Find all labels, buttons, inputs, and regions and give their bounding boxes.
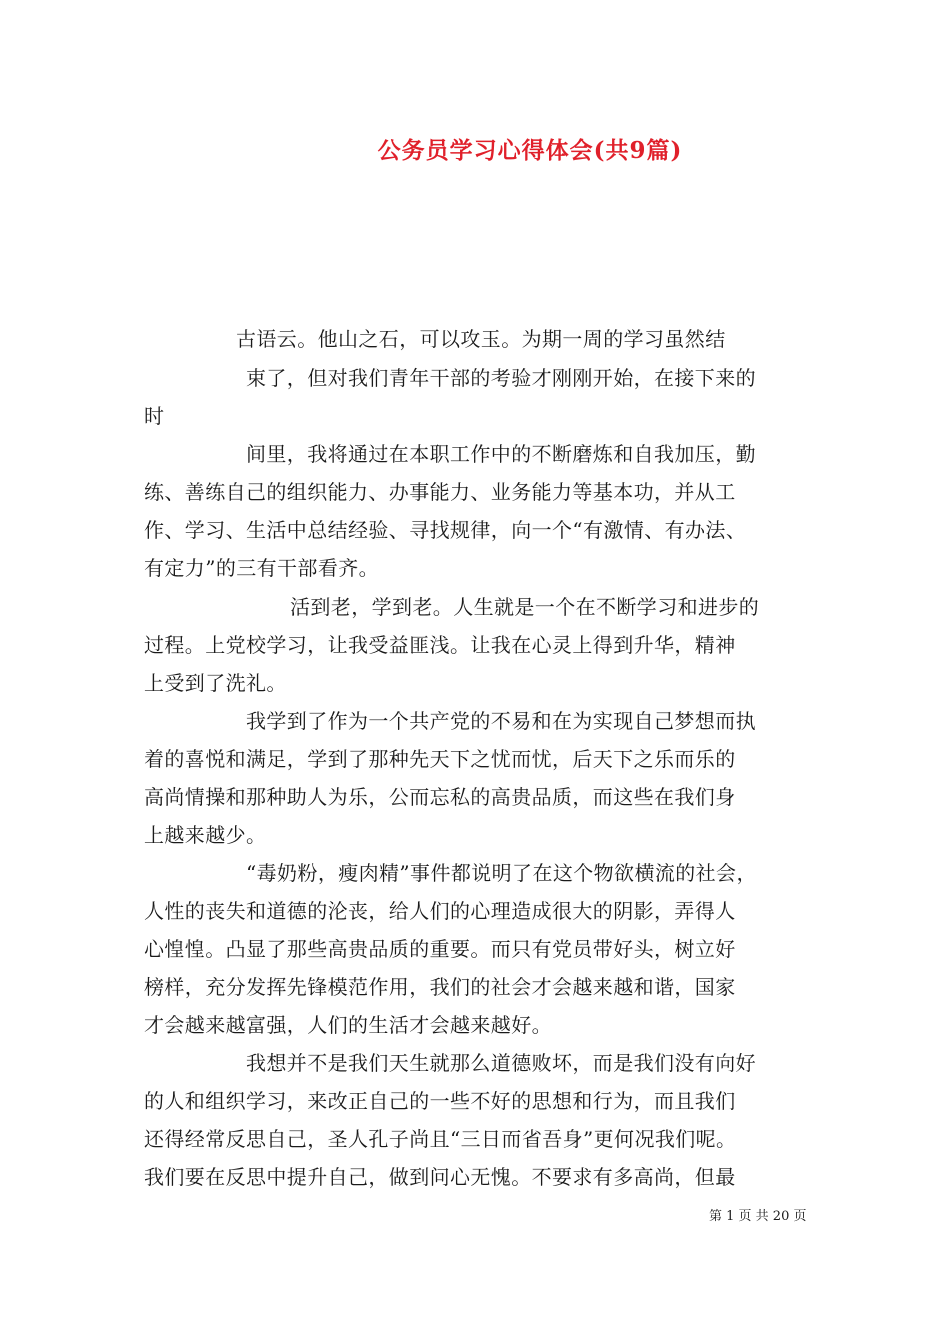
paragraph-line: 高尚情操和那种助人为乐，公而忘私的高贵品质，而这些在我们身 bbox=[144, 785, 736, 809]
paragraph-line: 我们要在反思中提升自己，做到问心无愧。不要求有多高尚，但最 bbox=[144, 1165, 736, 1189]
paragraph-line: 上受到了洗礼。 bbox=[144, 671, 287, 695]
paragraph-line: 活到老，学到老。人生就是一个在不断学习和进步的 bbox=[290, 595, 760, 619]
document-title: 公务员学习心得体会(共9篇) bbox=[377, 137, 683, 164]
paragraph-line: 古语云。他山之石，可以攻玉。为期一周的学习虽然结 bbox=[236, 327, 726, 351]
paragraph-line: 榜样，充分发挥先锋模范作用，我们的社会才会越来越和谐，国家 bbox=[144, 975, 736, 999]
paragraph-line: 的人和组织学习，来改正自己的一些不好的思想和行为，而且我们 bbox=[144, 1089, 736, 1113]
paragraph-line: 束了，但对我们青年干部的考验才刚刚开始，在接下来的 bbox=[246, 366, 756, 390]
paragraph-line: 间里，我将通过在本职工作中的不断磨炼和自我加压，勤 bbox=[246, 442, 756, 466]
paragraph-line: 我学到了作为一个共产党的不易和在为实现自己梦想而执 bbox=[246, 709, 756, 733]
paragraph-line: 有定力”的三有干部看齐。 bbox=[144, 556, 380, 580]
paragraph-line: 心惶惶。凸显了那些高贵品质的重要。而只有党员带好头，树立好 bbox=[144, 937, 736, 961]
paragraph-line: 练、善练自己的组织能力、办事能力、业务能力等基本功，并从工 bbox=[144, 480, 736, 504]
paragraph-line: 过程。上党校学习，让我受益匪浅。让我在心灵上得到升华，精神 bbox=[144, 633, 736, 657]
paragraph-line: 才会越来越富强，人们的生活才会越来越好。 bbox=[144, 1013, 552, 1037]
paragraph-line: 还得经常反思自己，圣人孔子尚且“三日而省吾身”更何况我们呢。 bbox=[144, 1127, 737, 1151]
paragraph-line: 人性的丧失和道德的沦丧，给人们的心理造成很大的阴影，弄得人 bbox=[144, 899, 736, 923]
paragraph-line: 时 bbox=[144, 404, 165, 428]
paragraph-line: “毒奶粉，瘦肉精”事件都说明了在这个物欲横流的社会， bbox=[246, 861, 757, 885]
paragraph-line: 上越来越少。 bbox=[144, 823, 267, 847]
page-number: 第 1 页 共 20 页 bbox=[709, 1209, 807, 1224]
paragraph-line: 我想并不是我们天生就那么道德败坏，而是我们没有向好 bbox=[246, 1051, 756, 1075]
paragraph-line: 作、学习、生活中总结经验、寻找规律，向一个“有激情、有办法、 bbox=[144, 518, 747, 542]
paragraph-line: 着的喜悦和满足，学到了那种先天下之忧而忧，后天下之乐而乐的 bbox=[144, 747, 736, 771]
